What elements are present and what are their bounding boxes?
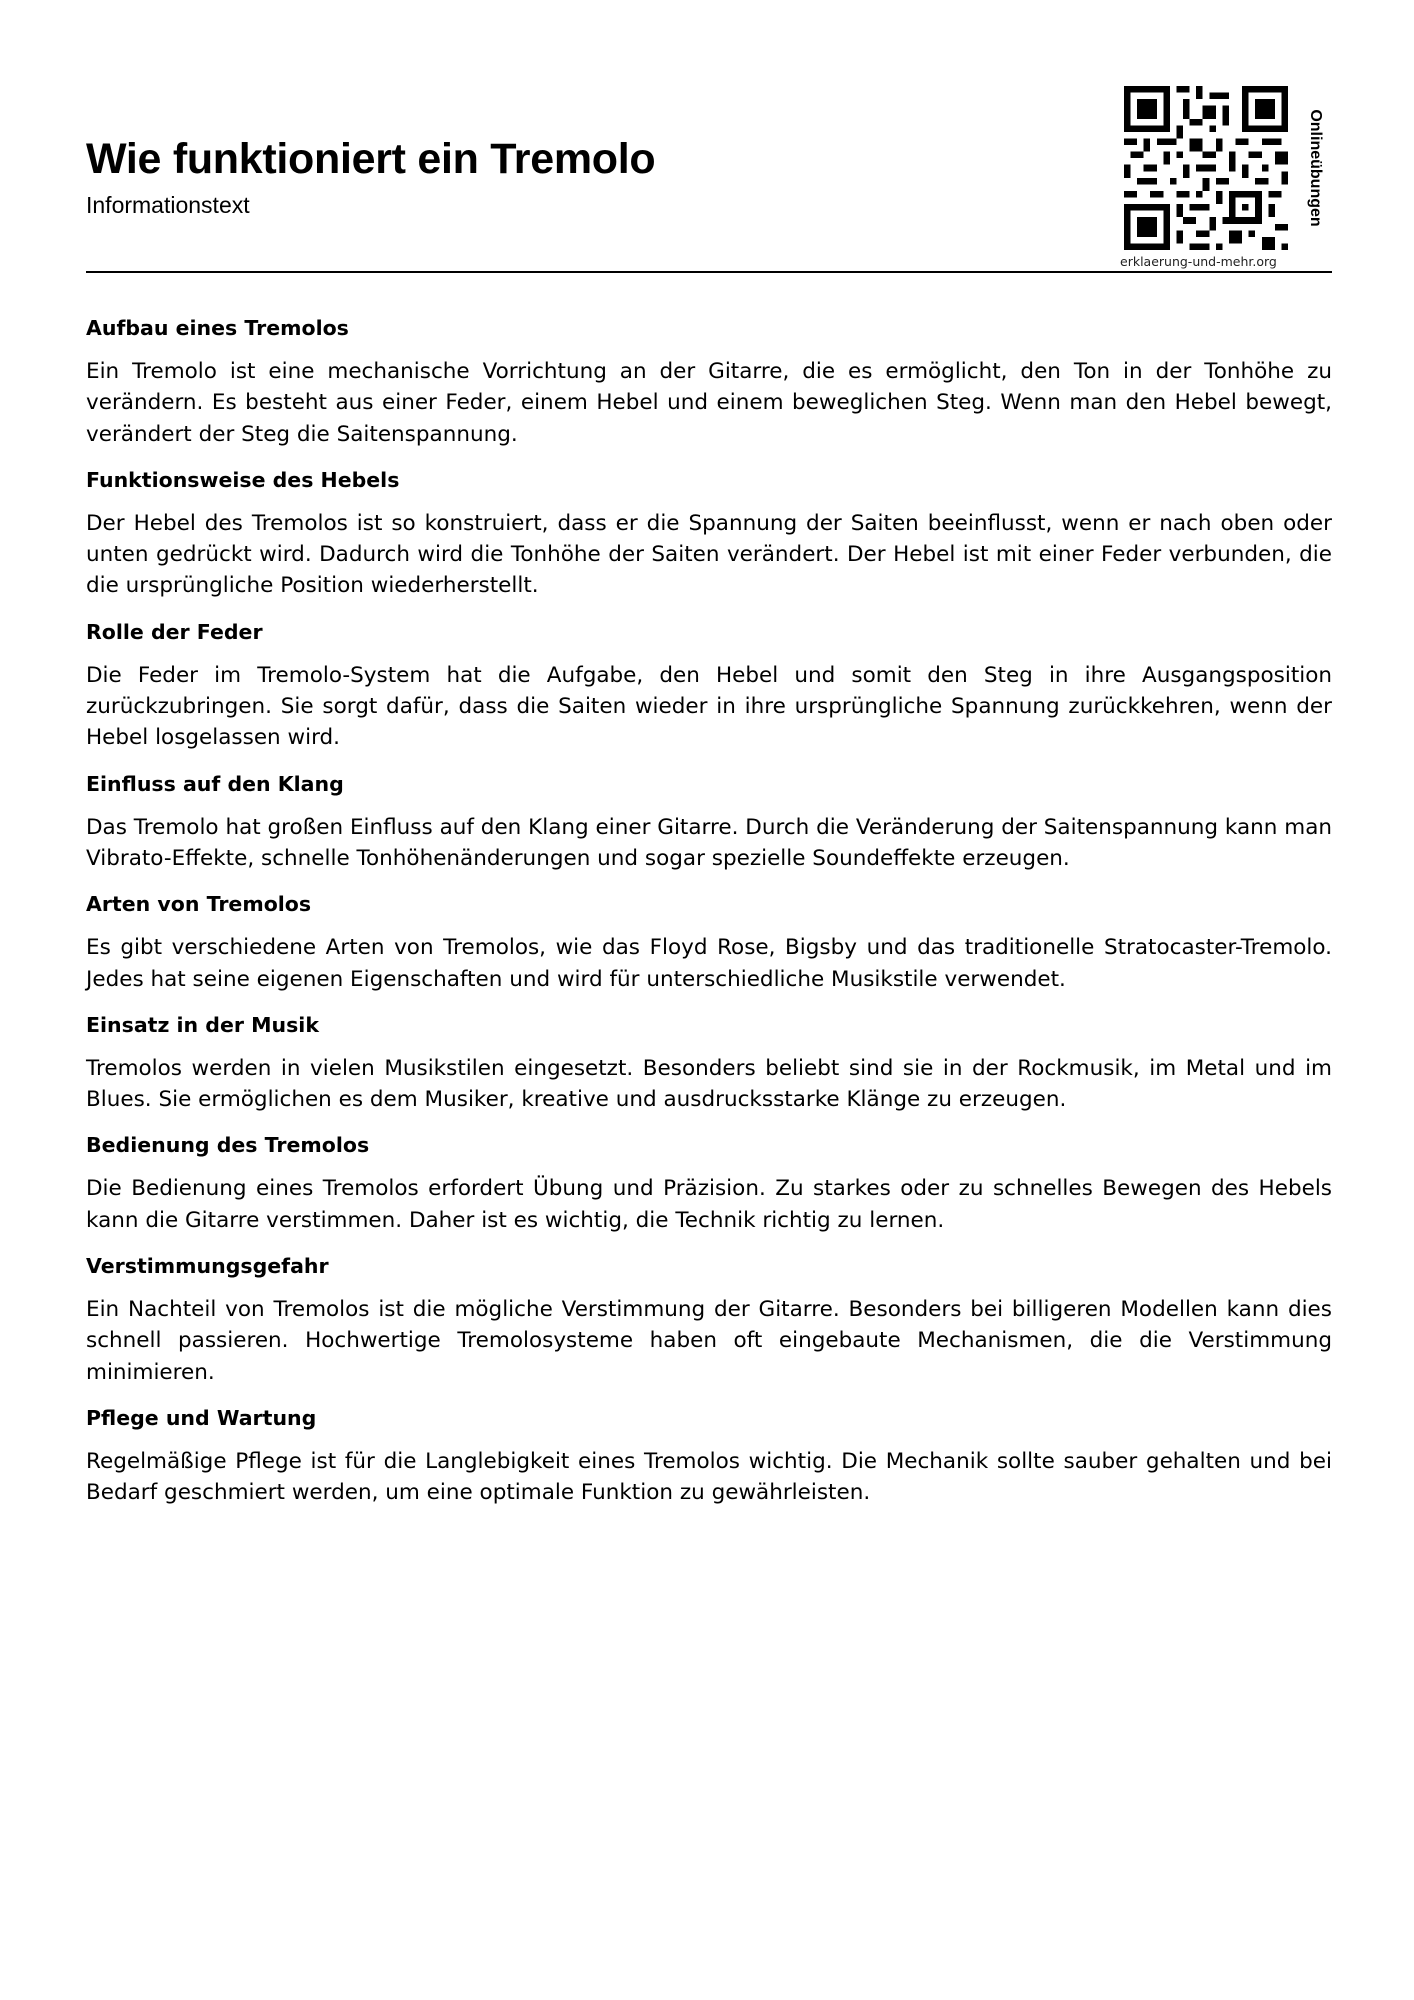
section-text: Die Feder im Tremolo-System hat die Aufgabe, den Hebel und somit den Steg in ihre Ausgangsposition zurückzubringen. Sie sorgt dafür, dass die Saiten wieder in ihre ursprüngliche Spannung zurückkehren, wenn der Hebel losgelassen wird. bbox=[86, 662, 1332, 751]
section-heading: Einfluss auf den Klang bbox=[86, 771, 344, 796]
section-text: Ein Nachteil von Tremolos ist die mögliche Verstimmung der Gitarre. Besonders bei billigeren Modellen kann dies schnell passieren. Hochwertige Tremolosysteme haben oft eingebaute Mechanismen, die die Verstimmung minimieren. bbox=[86, 1297, 1332, 1385]
section-klang bbox=[86, 768, 1332, 875]
section-heading: Aufbau eines Tremolos bbox=[86, 316, 349, 340]
section-aufbau bbox=[86, 312, 1332, 450]
section-text: Tremolos werden in vielen Musikstilen eingesetzt. Besonders beliebt sind sie in der Rockmusik, im Metal und im Blues. Sie ermöglichen es dem Musiker, kreative und ausdrucksstarke Klänge zu erzeugen. bbox=[86, 1055, 1332, 1113]
section-heading: Verstimmungsgefahr bbox=[86, 1254, 329, 1279]
page-subtitle: Informationstext bbox=[86, 192, 250, 218]
header-divider bbox=[86, 271, 1332, 273]
section-text: Der Hebel des Tremolos ist so konstruiert, dass er die Spannung der Saiten beeinflusst, wenn er nach oben oder unten gedrückt wird. Dadurch wird die Tonhöhe der Saiten verändert. Der Hebel ist mit einer Feder verbunden, die die ursprüngliche Position wiederherstellt. bbox=[86, 510, 1332, 599]
section-pflege bbox=[86, 1402, 1332, 1509]
section-text: Das Tremolo hat großen Einfluss auf den Klang einer Gitarre. Durch die Veränderung der Saitenspannung kann man Vibrato-Effekte, schnelle Tonhöhenänderungen und sogar spezielle Soundeffekte erzeugen. bbox=[86, 814, 1332, 871]
section-heading: Funktionsweise des Hebels bbox=[86, 467, 400, 492]
qr-block[interactable] bbox=[1120, 86, 1332, 270]
section-heading: Arten von Tremolos bbox=[86, 892, 312, 917]
section-heading: Bedienung des Tremolos bbox=[86, 1133, 370, 1158]
section-einsatz bbox=[86, 1009, 1332, 1116]
document-body bbox=[86, 312, 1332, 1523]
qr-side-label bbox=[1304, 88, 1326, 248]
qr-caption[interactable]: erklaerung-und-mehr.org bbox=[1120, 254, 1277, 269]
section-heading: Pflege und Wartung bbox=[86, 1405, 317, 1430]
qr-side-label-text: Onlineübungen bbox=[1307, 109, 1324, 227]
section-funktionsweise bbox=[86, 464, 1332, 602]
section-text: Ein Tremolo ist eine mechanische Vorrichtung an der Gitarre, die es ermöglicht, den Ton in der Tonhöhe zu verändern. Es besteht aus einer Feder, einem Hebel und einem beweglichen Steg. Wenn man den Hebel bewegt, verändert der Steg die Saitenspannung. bbox=[86, 359, 1332, 447]
section-text: Es gibt verschiedene Arten von Tremolos, wie das Floyd Rose, Bigsby und das traditionelle Stratocaster-Tremolo. Jedes hat seine eigenen Eigenschaften und wird für unterschiedliche Musikstile verwendet. bbox=[86, 935, 1332, 992]
qr-code-icon[interactable] bbox=[1124, 86, 1288, 250]
section-feder bbox=[86, 616, 1332, 754]
section-heading: Einsatz in der Musik bbox=[86, 1012, 319, 1037]
section-text: Die Bedienung eines Tremolos erfordert Übung und Präzision. Zu starkes oder zu schnelles Bewegen des Hebels kann die Gitarre verstimmen. Daher ist es wichtig, die Technik richtig zu lernen. bbox=[86, 1176, 1332, 1233]
section-verstimmung bbox=[86, 1250, 1332, 1388]
section-arten bbox=[86, 888, 1332, 995]
section-bedienung bbox=[86, 1129, 1332, 1236]
section-heading: Rolle der Feder bbox=[86, 619, 263, 644]
section-text: Regelmäßige Pflege ist für die Langlebigkeit eines Tremolos wichtig. Die Mechanik sollte sauber gehalten und bei Bedarf geschmiert werden, um eine optimale Funktion zu gewährleisten. bbox=[86, 1448, 1332, 1506]
page-title: Wie funktioniert ein Tremolo bbox=[86, 135, 656, 183]
